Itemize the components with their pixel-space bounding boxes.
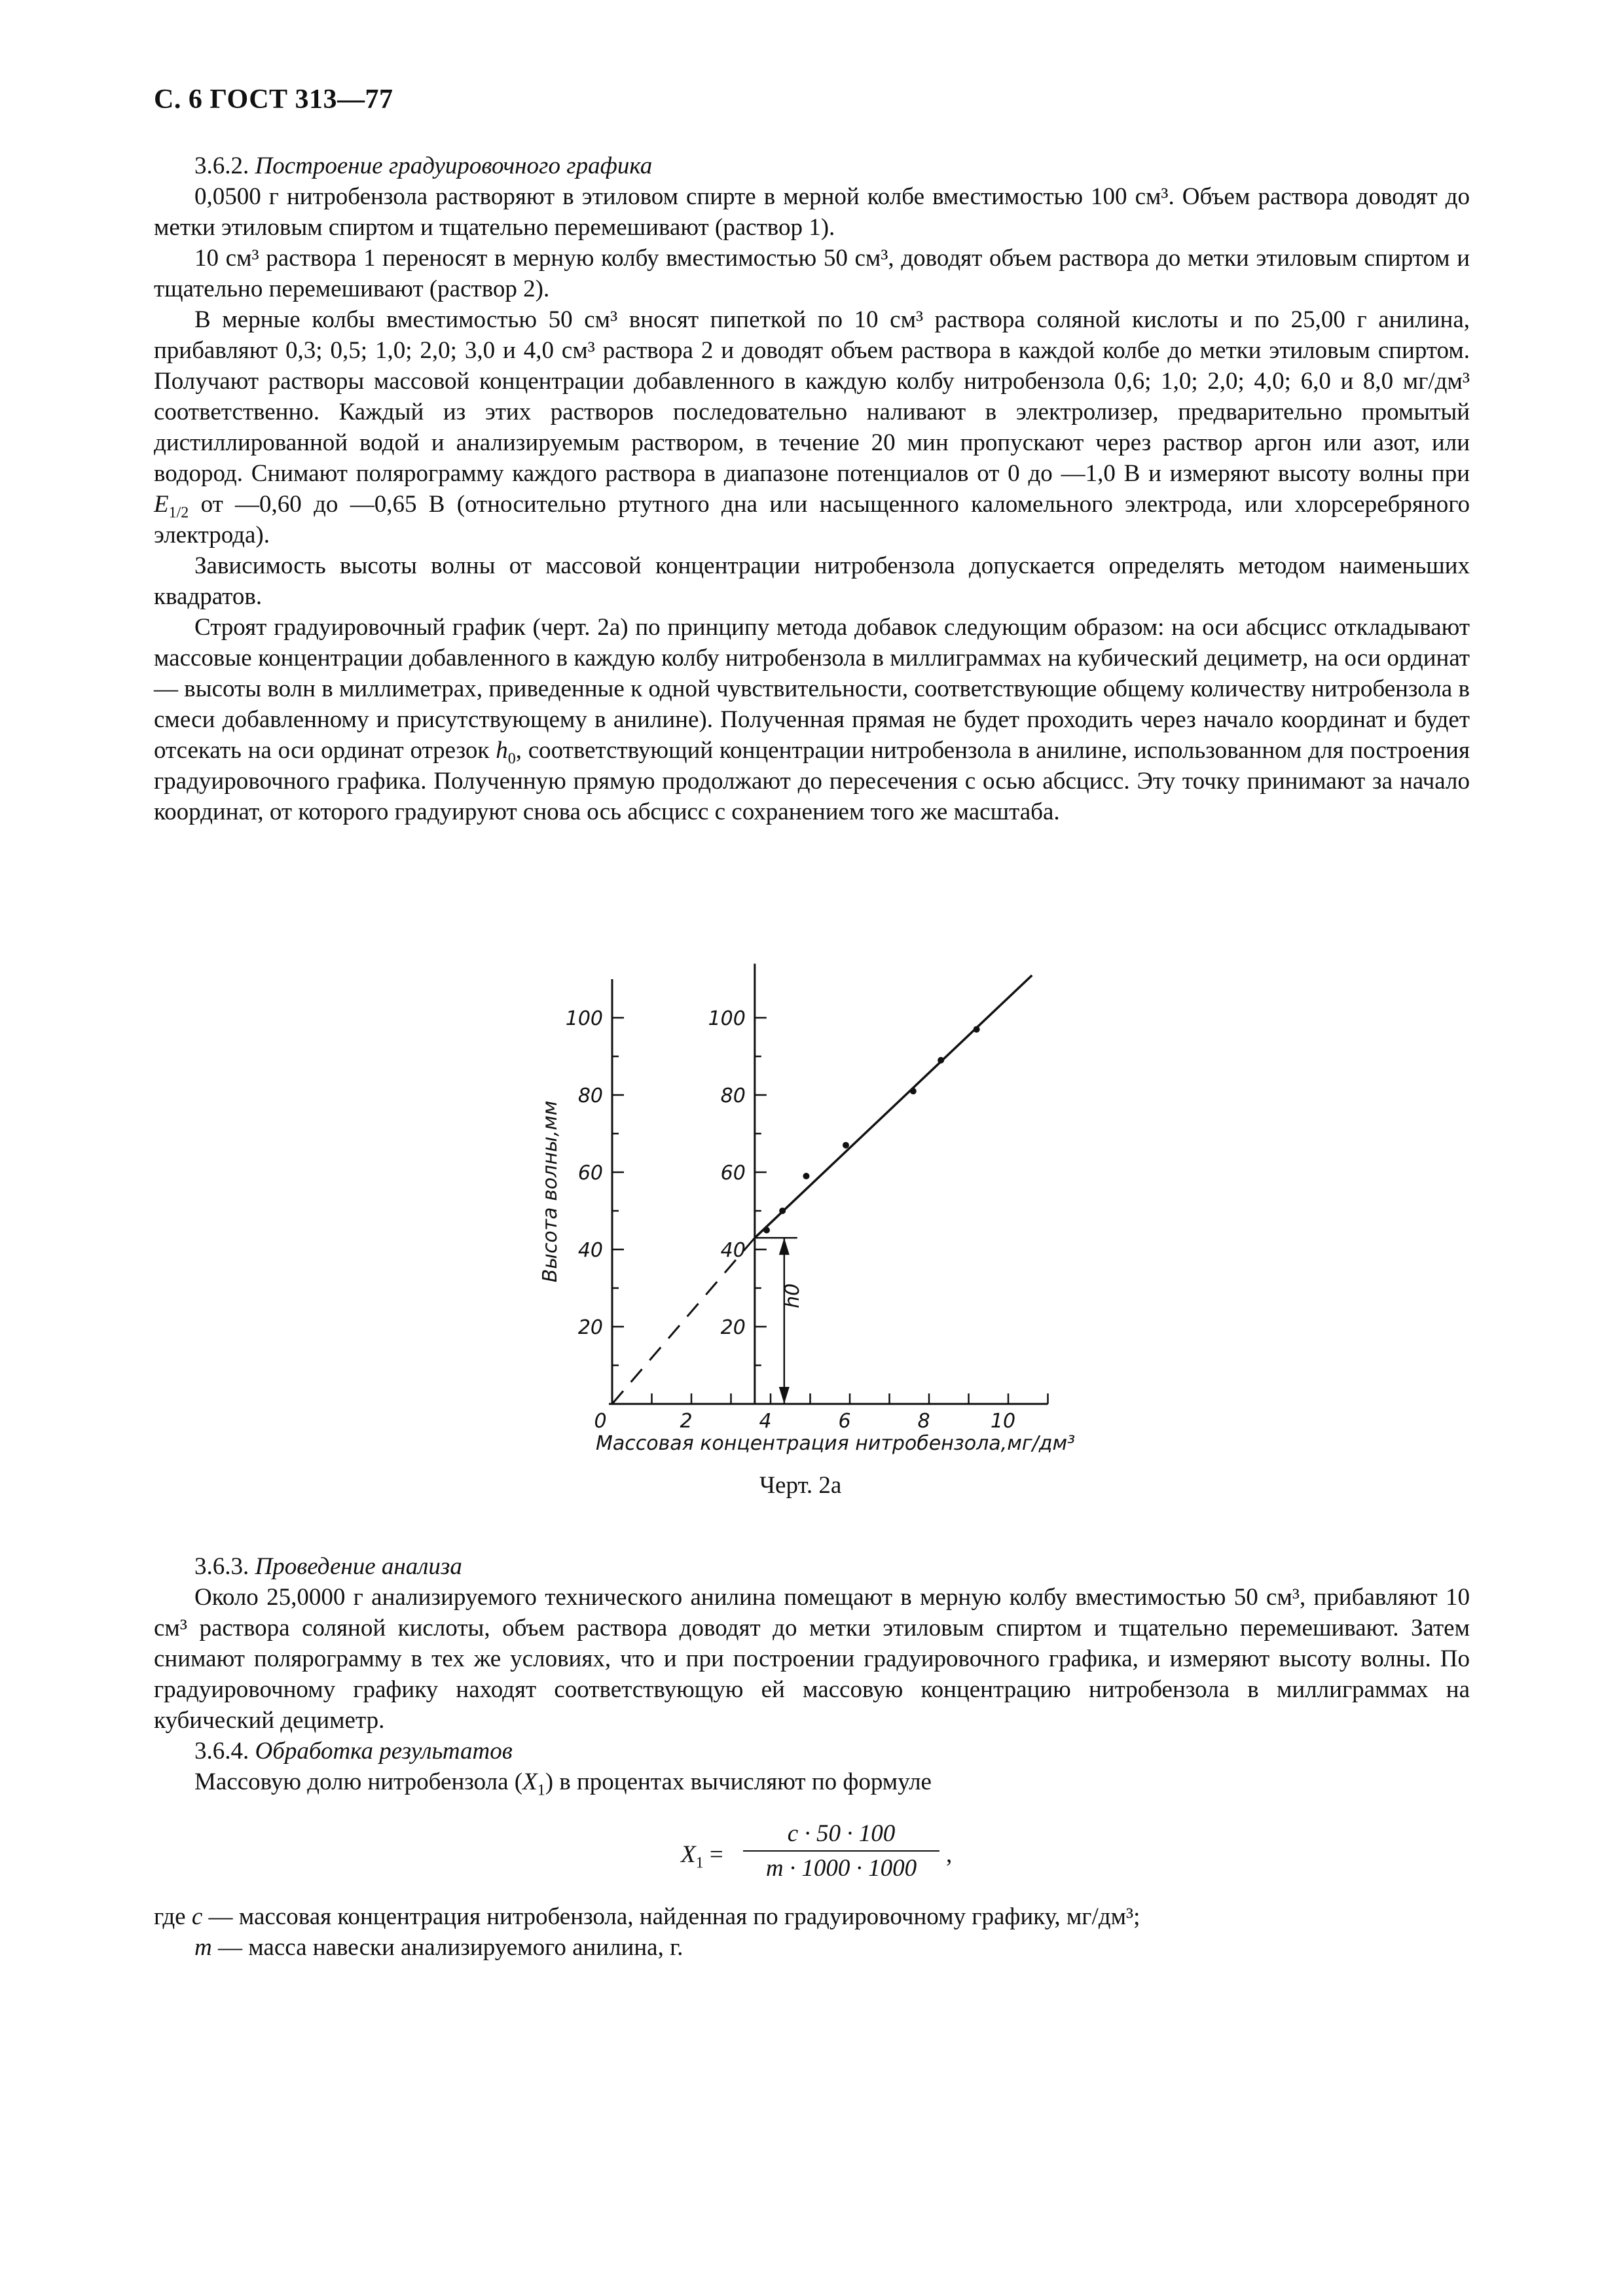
formula-numerator: c · 50 · 100 bbox=[787, 1820, 896, 1847]
x-tick-label: 10 bbox=[990, 1410, 1016, 1433]
fit-line bbox=[755, 975, 1032, 1238]
data-point bbox=[938, 1057, 944, 1064]
paragraph: Строят градуировочный график (черт. 2а) по принципу метода добавок следующим образом: на оси абсцисс откладывают массовые концентрации добавленного в каждую колбу нитробензола в миллиграммах на кубический дециметр, на оси ординат — высоты волн в миллиметрах, приведенные к одной чувствительности, соответствующие общему количеству нитробензола в смеси добавленному и присутствующему в анилине). Полученная прямая не будет проходить через начало координат и будет отсекать на оси ординат отрезок $h_0$, соответствующий концентрации нитробензола в анилине, использованном для построения градуировочного графика. Полученную прямую продолжают до пересечения с осью абсцисс. Эту точку принимают за начало координат, от которого градуируют снова ось абсцисс с сохранением того же масштаба. bbox=[154, 614, 1470, 825]
x-axis-title: Массовая концентрация нитробензола,мг/дм³ bbox=[596, 1432, 1076, 1455]
inner-y-tick-label: 100 bbox=[708, 1007, 746, 1030]
data-point bbox=[803, 1173, 809, 1179]
section-3-6-3-4 bbox=[154, 1551, 1470, 1797]
definitions bbox=[154, 1901, 1470, 1963]
x-tick-label: 8 bbox=[917, 1410, 930, 1433]
inner-y-tick-label: 20 bbox=[720, 1316, 746, 1339]
y-axis-title: Высота волны,мм bbox=[539, 1100, 562, 1283]
x-tick-label: 2 bbox=[680, 1410, 693, 1433]
section-title: Построение градуировочного графика bbox=[255, 152, 653, 179]
formula-lhs: $X_1$ = bbox=[681, 1841, 723, 1872]
symbol-h: h bbox=[496, 737, 508, 764]
data-point bbox=[910, 1088, 917, 1094]
x-tick-label: 6 bbox=[838, 1410, 851, 1433]
data-point bbox=[779, 1208, 786, 1214]
formula-comma: , bbox=[946, 1841, 953, 1868]
paragraph: 0,0500 г нитробензола растворяют в этиловом спирте в мерной колбе вместимостью 100 см³. Объем раствора доводят до метки этиловым спиртом и тщательно перемешивают (раствор 1). bbox=[154, 183, 1470, 241]
section-heading: 3.6.4. Обработка результатов bbox=[194, 1738, 513, 1765]
h0-arrow-up bbox=[779, 1238, 790, 1255]
data-point bbox=[843, 1142, 849, 1149]
x-tick-label: 0 bbox=[594, 1410, 607, 1433]
paragraph: 10 см³ раствора 1 переносят в мерную колбу вместимостью 50 см³, доводят объем раствора до метки этиловым спиртом и тщательно перемешивают (раствор 2). bbox=[154, 245, 1470, 302]
chart-svg bbox=[537, 959, 1113, 1469]
section-title: Проведение анализа bbox=[255, 1553, 462, 1580]
formula-fraction bbox=[743, 1820, 939, 1882]
definition-m: m — масса навески анализируемого анилина, г. bbox=[194, 1934, 684, 1961]
y-tick-label: 40 bbox=[577, 1239, 603, 1262]
y-tick-label: 20 bbox=[577, 1316, 603, 1339]
calibration-chart bbox=[537, 959, 1113, 1469]
inner-y-tick-label: 60 bbox=[720, 1162, 746, 1185]
paragraph: Зависимость высоты волны от массовой концентрации нитробензола допускается определять методом наименьших квадратов. bbox=[154, 552, 1470, 610]
section-heading: 3.6.3. Проведение анализа bbox=[194, 1553, 462, 1580]
y-tick-label: 100 bbox=[565, 1007, 603, 1030]
h0-label: h0 bbox=[780, 1283, 804, 1308]
section-number: 3.6.2. bbox=[194, 152, 249, 179]
definition-c: где c — массовая концентрация нитробензола, найденная по градуировочному графику, мг/дм³; bbox=[154, 1903, 1140, 1930]
figure-caption: Черт. 2а bbox=[759, 1472, 842, 1499]
page-header: С. 6 ГОСТ 313—77 bbox=[154, 84, 393, 115]
formula-denominator: m · 1000 · 1000 bbox=[765, 1855, 917, 1882]
inner-y-tick-label: 40 bbox=[720, 1239, 746, 1262]
data-point bbox=[763, 1227, 770, 1234]
x-tick-label: 4 bbox=[759, 1410, 772, 1433]
section-title: Обработка результатов bbox=[255, 1738, 513, 1765]
paragraph: Около 25,0000 г анализируемого технического анилина помещают в мерную колбу вместимостью 50 см³, прибавляют 10 см³ раствора соляной кислоты, объем раствора доводят до метки этиловым спиртом и тщательно перемешивают. Затем снимают полярограмму в тех же условиях, что и при построении градуировочного графика, и измеряют высоту волны. По градуировочному графику находят соответствующую ей массовую концентрацию нитробензола в миллиграммах на кубический дециметр. bbox=[154, 1584, 1470, 1734]
symbol-e: E bbox=[154, 491, 169, 518]
section-heading bbox=[154, 151, 1470, 181]
y-tick-label: 80 bbox=[577, 1085, 603, 1107]
paragraph: Массовую долю нитробензола $(X_1)$ в процентах вычисляют по формуле bbox=[194, 1768, 932, 1799]
h0-arrow-down bbox=[779, 1387, 790, 1404]
section-3-6-2 bbox=[154, 151, 1470, 827]
data-point bbox=[974, 1026, 980, 1033]
inner-y-tick-label: 80 bbox=[720, 1085, 746, 1107]
paragraph: В мерные колбы вместимостью 50 см³ вносят пипеткой по 10 см³ раствора соляной кислоты и по 25,00 г анилина, прибавляют 0,3; 0,5; 1,0; 2,0; 3,0 и 4,0 см³ раствора 2 и доводят объем раствора в каждой колбе до метки этиловым спиртом. Получают растворы массовой концентрации добавленного в каждую колбу нитробензола 0,6; 1,0; 2,0; 4,0; 6,0 и 8,0 мг/дм³ соответственно. Каждый из этих растворов последовательно наливают в электролизер, предварительно промытый дистиллированной водой и анализируемым раствором, в течение 20 мин пропускают через раствор аргон или азот, или водород. Снимают полярограмму каждого раствора в диапазоне потенциалов от 0 до —1,0 В и измеряют высоту волны при $E_{1/2}$ от —0,60 до —0,65 В (относительно ртутного дна или насыщенного каломельного электрода, или хлорсеребряного электрода). bbox=[154, 306, 1470, 548]
y-tick-label: 60 bbox=[577, 1162, 603, 1185]
